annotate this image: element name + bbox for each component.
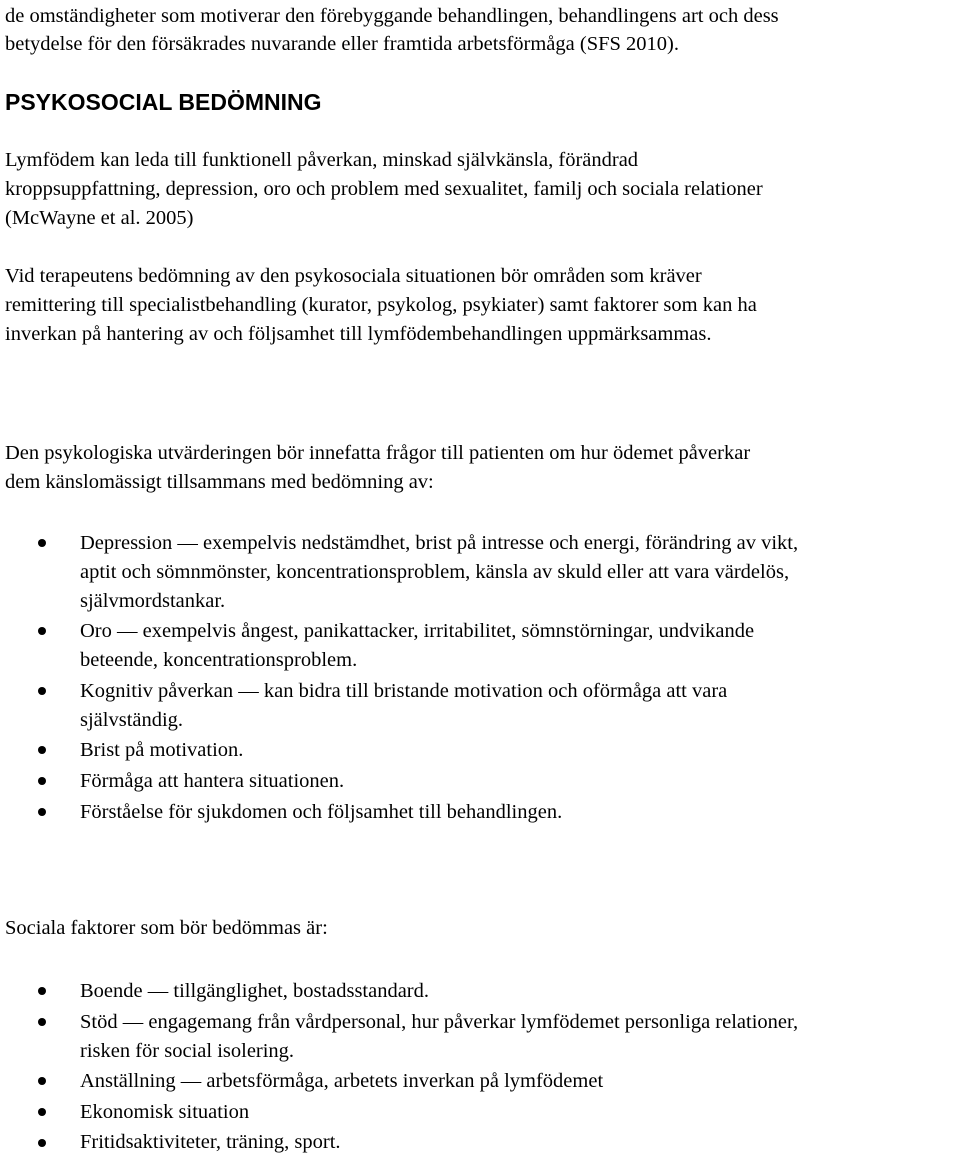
bullet-icon [38, 627, 46, 635]
text-line: betydelse för den försäkrades nuvarande eller framtida arbetsförmåga (SFS 2010). [5, 33, 679, 55]
bullet-icon [38, 1018, 46, 1026]
bullet-icon [38, 1077, 46, 1085]
text-line: Brist på motivation. [80, 739, 244, 761]
text-line: inverkan på hantering av och följsamhet till lymfödembehandlingen uppmärksammas. [5, 323, 712, 345]
bullet-icon [38, 746, 46, 754]
bullet-icon [38, 687, 46, 695]
text-line: Anställning — arbetsförmåga, arbetets inverkan på lymfödemet [80, 1070, 604, 1092]
text-line: Förmåga att hantera situationen. [80, 770, 345, 792]
text-line: kroppsuppfattning, depression, oro och problem med sexualitet, familj och sociala relationer [5, 178, 763, 200]
text-line: Lymfödem kan leda till funktionell påverkan, minskad självkänsla, förändrad [5, 149, 639, 171]
text-line: Ekonomisk situation [80, 1101, 250, 1123]
section-heading: PSYKOSOCIAL BEDÖMNING [5, 89, 322, 115]
text-line: remittering till specialistbehandling (kurator, psykolog, psykiater) samt faktorer som kan ha [5, 294, 757, 316]
bullet-icon [38, 1108, 46, 1116]
bullet-icon [38, 1139, 46, 1147]
bullet-icon [38, 777, 46, 785]
text-line: Depression — exempelvis nedstämdhet, brist på intresse och energi, förändring av vikt, [80, 532, 799, 554]
text-line: Förståelse för sjukdomen och följsamhet till behandlingen. [80, 801, 563, 823]
text-line: Fritidsaktiviteter, träning, sport. [80, 1131, 341, 1153]
text-line: (McWayne et al. 2005) [5, 207, 194, 229]
text-line: Kognitiv påverkan — kan bidra till bristande motivation och oförmåga att vara [80, 680, 728, 702]
text-line: Den psykologiska utvärderingen bör innefatta frågor till patienten om hur ödemet påverkar [5, 442, 751, 464]
text-line: självmordstankar. [80, 590, 226, 612]
text-line: Boende — tillgänglighet, bostadsstandard. [80, 980, 430, 1002]
text-line: beteende, koncentrationsproblem. [80, 649, 358, 671]
bullet-icon [38, 539, 46, 547]
bullet-icon [38, 987, 46, 995]
text-line: Sociala faktorer som bör bedömmas är: [5, 917, 328, 939]
bullet-icon [38, 808, 46, 816]
text-line: Stöd — engagemang från vårdpersonal, hur påverkar lymfödemet personliga relationer, [80, 1011, 799, 1033]
text-line: dem känslomässigt tillsammans med bedömning av: [5, 471, 434, 493]
text-line: självständig. [80, 709, 184, 731]
text-line: de omständigheter som motiverar den förebyggande behandlingen, behandlingens art och dess [5, 5, 779, 27]
text-line: risken för social isolering. [80, 1040, 295, 1062]
text-line: aptit och sömnmönster, koncentrationsproblem, känsla av skuld eller att vara värdelös, [80, 561, 790, 583]
text-line: Vid terapeutens bedömning av den psykosociala situationen bör områden som kräver [5, 265, 702, 287]
text-line: Oro — exempelvis ångest, panikattacker, irritabilitet, sömnstörningar, undvikande [80, 620, 755, 642]
